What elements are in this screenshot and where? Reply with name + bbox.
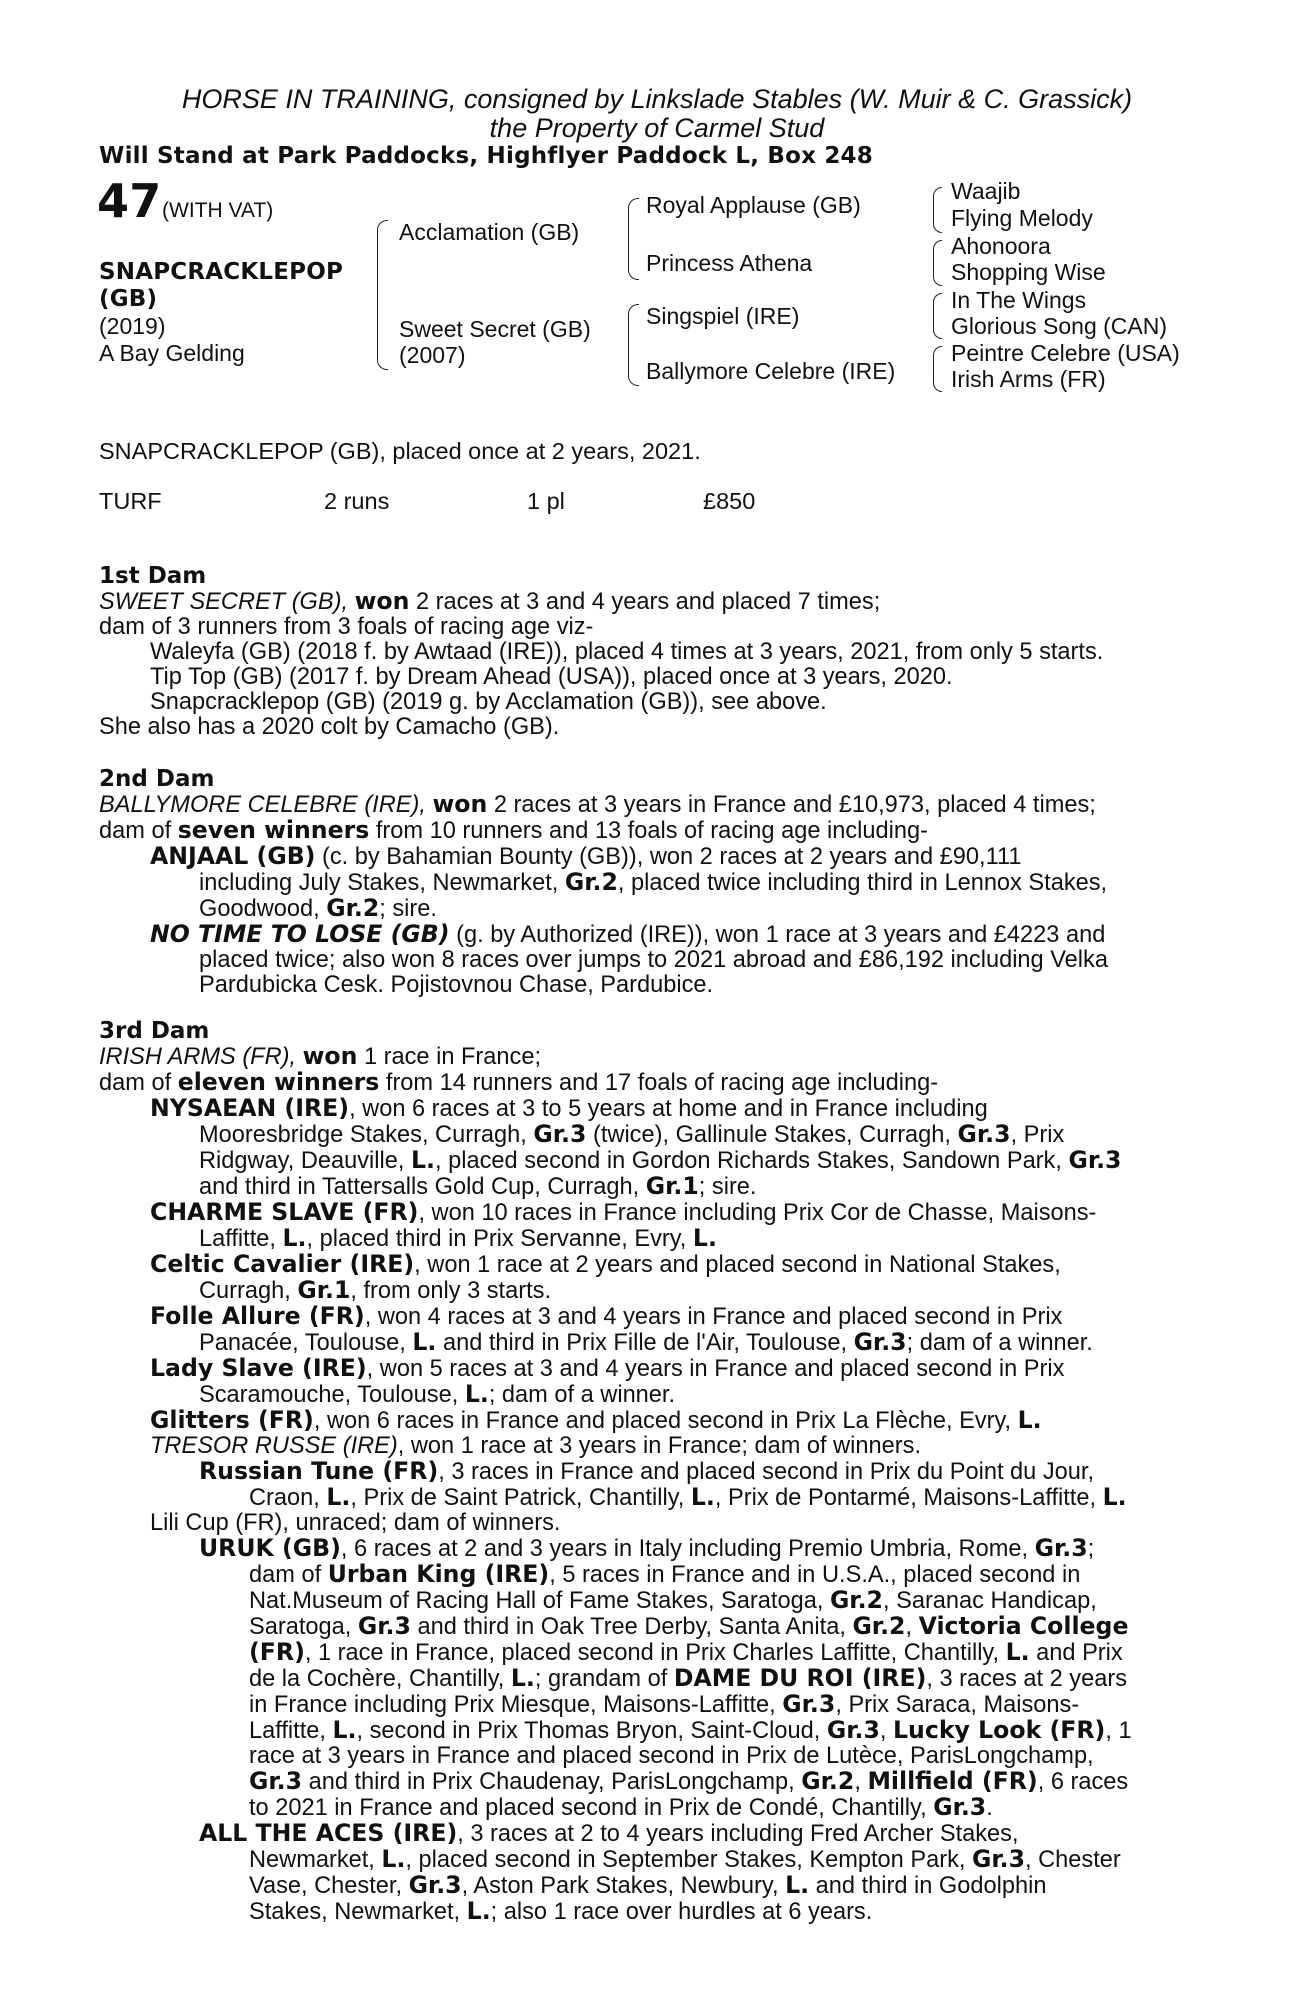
text-run: dam of: [99, 1070, 178, 1096]
text-run: in France including Prix Miesque, Maisons-Laffitte,: [249, 1692, 783, 1718]
text-run: , Prix: [1010, 1122, 1065, 1148]
third-dam-produce: [99, 1459, 1204, 1485]
text-run: 2 races at 3 and 4 years and placed 7 times;: [409, 589, 881, 615]
third-dam-produce: [99, 1382, 1204, 1408]
third-dam-produce: Lili Cup (FR), unraced; dam of winners.: [150, 1510, 561, 1536]
text-run: from 14 runners and 17 foals of racing age including-: [379, 1070, 939, 1096]
text-run: Folle Allure (FR): [150, 1302, 365, 1330]
text-run: , placed second in Gordon Richards Stakes, Sandown Park,: [435, 1148, 1069, 1174]
text-run: L.: [332, 1716, 357, 1744]
pedigree-g1: Waajib: [951, 178, 1021, 204]
second-dam-line: [99, 818, 1204, 844]
text-run: , won 4 races at 3 and 4 years in France and placed second in Prix: [364, 1304, 1063, 1330]
second-dam-heading: 2nd Dam: [99, 766, 215, 792]
text-run: Russian Tune (FR): [199, 1457, 439, 1485]
third-dam-produce: [99, 1821, 1204, 1847]
third-dam-produce: [99, 1408, 1204, 1434]
third-dam-produce: [99, 1873, 1204, 1899]
text-run: L.: [692, 1224, 717, 1252]
text-run: seven winners: [177, 816, 370, 844]
text-run: Panacée, Toulouse,: [199, 1330, 413, 1356]
third-dam-produce: [99, 1485, 1204, 1511]
text-run: ; grandam of: [534, 1666, 674, 1692]
text-run: 1 race in France;: [357, 1044, 542, 1070]
text-run: and third in Oak Tree Derby, Santa Anita,: [410, 1614, 853, 1640]
first-dam-line: She also has a 2020 colt by Camacho (GB).: [99, 714, 560, 740]
text-run: ,: [879, 1718, 894, 1744]
third-dam-produce: [99, 1200, 1204, 1226]
text-run: , Prix de Saint Patrick, Chantilly,: [350, 1485, 691, 1511]
text-run: URUK (GB): [199, 1534, 341, 1562]
pedigree-sire-dam: Princess Athena: [646, 250, 813, 276]
page-title: HORSE IN TRAINING, consigned by Linkslade Stables (W. Muir & C. Grassick): [181, 84, 1133, 114]
text-run: L.: [411, 1146, 435, 1174]
third-dam-produce: [99, 1666, 1204, 1692]
text-run: Gr.3: [357, 1612, 411, 1640]
text-run: Glitters (FR): [150, 1406, 314, 1434]
text-run: Gr.3: [957, 1120, 1011, 1148]
page-subtitle: the Property of Carmel Stud: [489, 113, 825, 143]
text-run: Stakes, Newmarket,: [249, 1899, 467, 1925]
text-run: L.: [510, 1664, 535, 1692]
text-run: Victoria College: [918, 1612, 1129, 1640]
text-run: Gr.1: [297, 1276, 351, 1304]
pedigree-brace-g3: [933, 293, 942, 339]
text-run: ; dam of a winner.: [906, 1330, 1093, 1356]
text-run: Gr.3: [1068, 1146, 1122, 1174]
horse-description: A Bay Gelding: [99, 340, 245, 366]
pedigree-brace-g2: [933, 240, 942, 286]
text-run: ; also 1 race over hurdles at 6 years.: [490, 1899, 873, 1925]
first-dam-produce: Tip Top (GB) (2017 f. by Dream Ahead (USA)), placed once at 3 years, 2020.: [150, 664, 953, 690]
text-run: , placed second in September Stakes, Kempton Park,: [405, 1847, 972, 1873]
foaling-year: (2019): [99, 313, 166, 339]
text-run: , 3 races in France and placed second in Prix du Point du Jour,: [438, 1459, 1094, 1485]
third-dam-produce: [99, 1434, 1204, 1459]
text-run: , second in Prix Thomas Bryon, Saint-Cloud,: [356, 1718, 827, 1744]
text-run: SWEET SECRET (GB),: [99, 589, 355, 615]
text-run: de la Cochère, Chantilly,: [249, 1666, 511, 1692]
text-run: Gr.2: [564, 868, 618, 896]
text-run: (twice), Gallinule Stakes, Curragh,: [586, 1122, 958, 1148]
text-run: Gr.3: [249, 1767, 303, 1795]
text-run: L.: [412, 1328, 437, 1356]
text-run: Gr.2: [801, 1767, 855, 1795]
first-dam-line: dam of 3 runners from 3 foals of racing age viz-: [99, 614, 594, 640]
third-dam-produce: [99, 1847, 1204, 1873]
text-run: Goodwood,: [199, 896, 327, 922]
text-run: ,: [905, 1614, 919, 1640]
third-dam-produce: [99, 1899, 1204, 1925]
text-run: Millfield (FR): [867, 1767, 1038, 1795]
pedigree-g5: In The Wings: [951, 287, 1087, 313]
text-run: Mooresbridge Stakes, Curragh,: [199, 1122, 534, 1148]
text-run: Craon,: [249, 1485, 327, 1511]
stall-location: Will Stand at Park Paddocks, Highflyer Paddock L, Box 248: [99, 143, 873, 169]
text-run: L.: [466, 1897, 491, 1925]
second-dam-produce: [99, 922, 1204, 948]
text-run: Gr.3: [826, 1716, 880, 1744]
second-dam-section: [99, 792, 1204, 998]
pedigree-brace-sire: [628, 198, 639, 280]
text-run: won: [302, 1042, 358, 1070]
text-run: , Prix Saraca, Maisons-: [835, 1692, 1080, 1718]
text-run: Gr.3: [533, 1120, 587, 1148]
third-dam-produce: [99, 1562, 1204, 1588]
text-run: , from only 3 starts.: [350, 1278, 551, 1304]
text-run: won: [354, 587, 410, 615]
second-dam-produce: placed twice; also won 8 races over jumps to 2021 abroad and £86,192 including Velka: [199, 947, 1108, 973]
third-dam-heading: 3rd Dam: [99, 1018, 210, 1044]
text-run: , 5 races in France and in U.S.A., placed second in: [549, 1562, 1081, 1588]
record-earnings: £850: [703, 488, 756, 514]
third-dam-produce: race at 3 years in France and placed second in Prix de Lutèce, ParisLongchamp,: [249, 1743, 1094, 1769]
text-run: Nat.Museum of Racing Hall of Fame Stakes, Saratoga,: [249, 1588, 830, 1614]
text-run: Scaramouche, Toulouse,: [199, 1382, 465, 1408]
text-run: (FR): [249, 1638, 305, 1666]
text-run: eleven winners: [177, 1068, 380, 1096]
text-run: Saratoga,: [249, 1614, 358, 1640]
text-run: NO TIME TO LOSE (GB): [150, 920, 450, 948]
text-run: Newmarket,: [249, 1847, 382, 1873]
text-run: Lady Slave (IRE): [150, 1354, 367, 1382]
text-run: TRESOR RUSSE (IRE): [150, 1433, 398, 1459]
text-run: Curragh,: [199, 1278, 298, 1304]
third-dam-produce: [99, 1640, 1204, 1666]
pedigree-dam-dam: Ballymore Celebre (IRE): [646, 358, 896, 384]
first-dam-section: [99, 589, 1204, 740]
pedigree-brace-dam: [628, 304, 639, 386]
text-run: Gr.1: [645, 1172, 699, 1200]
text-run: , placed twice including third in Lennox Stakes,: [617, 870, 1108, 896]
text-run: ; dam of a winner.: [488, 1382, 676, 1408]
text-run: , won 6 races in France and placed second in Prix La Flèche, Evry,: [313, 1408, 1018, 1434]
race-summary: SNAPCRACKLEPOP (GB), placed once at 2 years, 2021.: [99, 438, 701, 464]
text-run: Gr.3: [971, 1845, 1026, 1873]
text-run: Laffitte,: [199, 1226, 283, 1252]
third-dam-produce: [99, 1148, 1204, 1174]
record-surface: TURF: [99, 488, 162, 514]
first-dam-produce: Waleyfa (GB) (2018 f. by Awtaad (IRE)), placed 4 times at 3 years, 2021, from only 5 starts.: [150, 639, 1104, 665]
pedigree-dam-year: (2007): [399, 342, 466, 368]
third-dam-produce: [99, 1174, 1204, 1200]
third-dam-produce: [99, 1614, 1204, 1640]
text-run: L.: [282, 1224, 307, 1252]
third-dam-produce: [99, 1122, 1204, 1148]
text-run: , won 1 race at 2 years and placed second in National Stakes,: [414, 1252, 1061, 1278]
second-dam-produce: [99, 844, 1204, 870]
text-run: and Prix: [1029, 1640, 1123, 1666]
horse-name-suffix: (GB): [99, 286, 158, 312]
third-dam-produce: [99, 1692, 1204, 1718]
text-run: L.: [326, 1483, 351, 1511]
text-run: Gr.3: [408, 1871, 462, 1899]
text-run: L.: [690, 1483, 715, 1511]
text-run: , 1 race in France, placed second in Prix Charles Laffitte, Chantilly,: [304, 1640, 1006, 1666]
text-run: , Prix de Pontarmé, Maisons-Laffitte,: [714, 1485, 1103, 1511]
third-dam-section: [99, 1044, 1204, 1925]
text-run: dam of: [249, 1562, 328, 1588]
text-run: L.: [1005, 1638, 1030, 1666]
text-run: L.: [381, 1845, 406, 1873]
third-dam-produce: [99, 1769, 1204, 1795]
text-run: L.: [464, 1380, 489, 1408]
text-run: to 2021 in France and placed second in Prix de Condé, Chantilly,: [249, 1795, 934, 1821]
text-run: , 6 races: [1037, 1769, 1129, 1795]
second-dam-produce: Pardubicka Cesk. Pojistovnou Chase, Pardubice.: [199, 972, 714, 998]
pedigree-g8: Irish Arms (FR): [951, 366, 1106, 392]
text-run: , won 6 races at 3 to 5 years at home and in France including: [349, 1096, 988, 1122]
pedigree-g4: Shopping Wise: [951, 259, 1106, 285]
second-dam-produce: [99, 896, 1204, 922]
text-run: dam of: [99, 818, 178, 844]
second-dam-produce: [99, 870, 1204, 896]
third-dam-produce: [99, 1304, 1204, 1330]
text-run: and third in Prix Fille de l'Air, Toulouse,: [436, 1330, 854, 1356]
text-run: , 6 races at 2 and 3 years in Italy including Premio Umbria, Rome,: [340, 1536, 1035, 1562]
text-run: ANJAAL (GB): [150, 842, 316, 870]
pedigree-g2: Flying Melody: [951, 205, 1093, 231]
third-dam-produce: [99, 1330, 1204, 1356]
text-run: ,: [854, 1769, 868, 1795]
text-run: , won 5 races at 3 and 4 years in France and placed second in Prix: [366, 1356, 1065, 1382]
text-run: , placed third in Prix Servanne, Evry,: [306, 1226, 693, 1252]
text-run: DAME DU ROI (IRE): [673, 1664, 927, 1692]
first-dam-line: [99, 589, 1204, 615]
horse-name: SNAPCRACKLEPOP: [99, 259, 343, 285]
text-run: and third in Prix Chaudenay, ParisLongchamp,: [302, 1769, 802, 1795]
text-run: , Aston Park Stakes, Newbury,: [461, 1873, 786, 1899]
text-run: ;: [1087, 1536, 1095, 1562]
text-run: , won 10 races in France including Prix Cor de Chasse, Maisons-: [418, 1200, 1097, 1226]
text-run: Gr.2: [326, 894, 380, 922]
record-runs: 2 runs: [324, 488, 390, 514]
text-run: Gr.3: [782, 1690, 836, 1718]
text-run: won: [432, 790, 488, 818]
lot-number: 47: [97, 174, 162, 228]
text-run: , 1: [1105, 1718, 1132, 1744]
pedigree-brace-g1: [933, 187, 942, 233]
third-dam-produce: [99, 1795, 1204, 1821]
text-run: BALLYMORE CELEBRE (IRE),: [99, 792, 433, 818]
record-places: 1 pl: [527, 488, 565, 514]
text-run: .: [986, 1795, 993, 1821]
third-dam-produce: [99, 1226, 1204, 1252]
text-run: Celtic Cavalier (IRE): [150, 1250, 415, 1278]
third-dam-produce: [99, 1718, 1204, 1744]
first-dam-heading: 1st Dam: [99, 563, 207, 589]
text-run: Gr.2: [829, 1586, 883, 1614]
text-run: from 10 runners and 13 foals of racing age including-: [369, 818, 929, 844]
pedigree-dam-sire: Singspiel (IRE): [646, 303, 800, 329]
text-run: , 3 races at 2 to 4 years including Fred Archer Stakes,: [457, 1821, 1019, 1847]
text-run: Urban King (IRE): [327, 1560, 550, 1588]
pedigree-dam: Sweet Secret (GB): [399, 316, 591, 342]
text-run: L.: [785, 1871, 810, 1899]
third-dam-produce: [99, 1536, 1204, 1562]
text-run: ; sire.: [379, 896, 437, 922]
text-run: IRISH ARMS (FR),: [99, 1044, 303, 1070]
text-run: Lucky Look (FR): [893, 1716, 1106, 1744]
text-run: including July Stakes, Newmarket,: [199, 870, 565, 896]
third-dam-produce: [99, 1278, 1204, 1304]
text-run: ALL THE ACES (IRE): [199, 1819, 458, 1847]
text-run: CHARME SLAVE (FR): [150, 1198, 419, 1226]
text-run: ; sire.: [698, 1174, 757, 1200]
third-dam-produce: [99, 1252, 1204, 1278]
third-dam-produce: [99, 1096, 1204, 1122]
text-run: L.: [1102, 1483, 1127, 1511]
text-run: Gr.3: [853, 1328, 907, 1356]
text-run: and third in Tattersalls Gold Cup, Curragh,: [199, 1174, 646, 1200]
text-run: (g. by Authorized (IRE)), won 1 race at 3 years and £4223 and: [449, 922, 1106, 948]
pedigree-g7: Peintre Celebre (USA): [951, 340, 1180, 366]
third-dam-produce: [99, 1356, 1204, 1382]
pedigree-sire: Acclamation (GB): [399, 219, 580, 245]
text-run: Gr.3: [933, 1793, 987, 1821]
text-run: (c. by Bahamian Bounty (GB)), won 2 races at 2 years and £90,111: [315, 844, 1022, 870]
first-dam-produce: Snapcracklepop (GB) (2019 g. by Acclamation (GB)), see above.: [150, 689, 827, 715]
text-run: Vase, Chester,: [249, 1873, 409, 1899]
text-run: and third in Godolphin: [809, 1873, 1047, 1899]
text-run: , won 1 race at 3 years in France; dam of winners.: [397, 1433, 921, 1459]
third-dam-line: [99, 1044, 1204, 1070]
third-dam-produce: [99, 1588, 1204, 1614]
pedigree-brace-main: [377, 220, 388, 370]
text-run: 2 races at 3 years in France and £10,973, placed 4 times;: [487, 792, 1096, 818]
text-run: , 3 races at 2 years: [926, 1666, 1127, 1692]
text-run: Gr.2: [852, 1612, 906, 1640]
third-dam-line: [99, 1070, 1204, 1096]
text-run: , Chester: [1025, 1847, 1121, 1873]
vat-note: (WITH VAT): [162, 199, 274, 222]
text-run: NYSAEAN (IRE): [150, 1094, 350, 1122]
text-run: L.: [1017, 1406, 1042, 1434]
text-run: , Saranac Handicap,: [882, 1588, 1097, 1614]
text-run: Laffitte,: [249, 1718, 333, 1744]
pedigree-g6: Glorious Song (CAN): [951, 313, 1168, 339]
pedigree-brace-g4: [933, 346, 942, 392]
second-dam-line: [99, 792, 1204, 818]
text-run: Ridgway, Deauville,: [199, 1148, 411, 1174]
pedigree-sire-sire: Royal Applause (GB): [646, 192, 861, 218]
text-run: Gr.3: [1034, 1534, 1088, 1562]
pedigree-g3: Ahonoora: [951, 233, 1051, 259]
